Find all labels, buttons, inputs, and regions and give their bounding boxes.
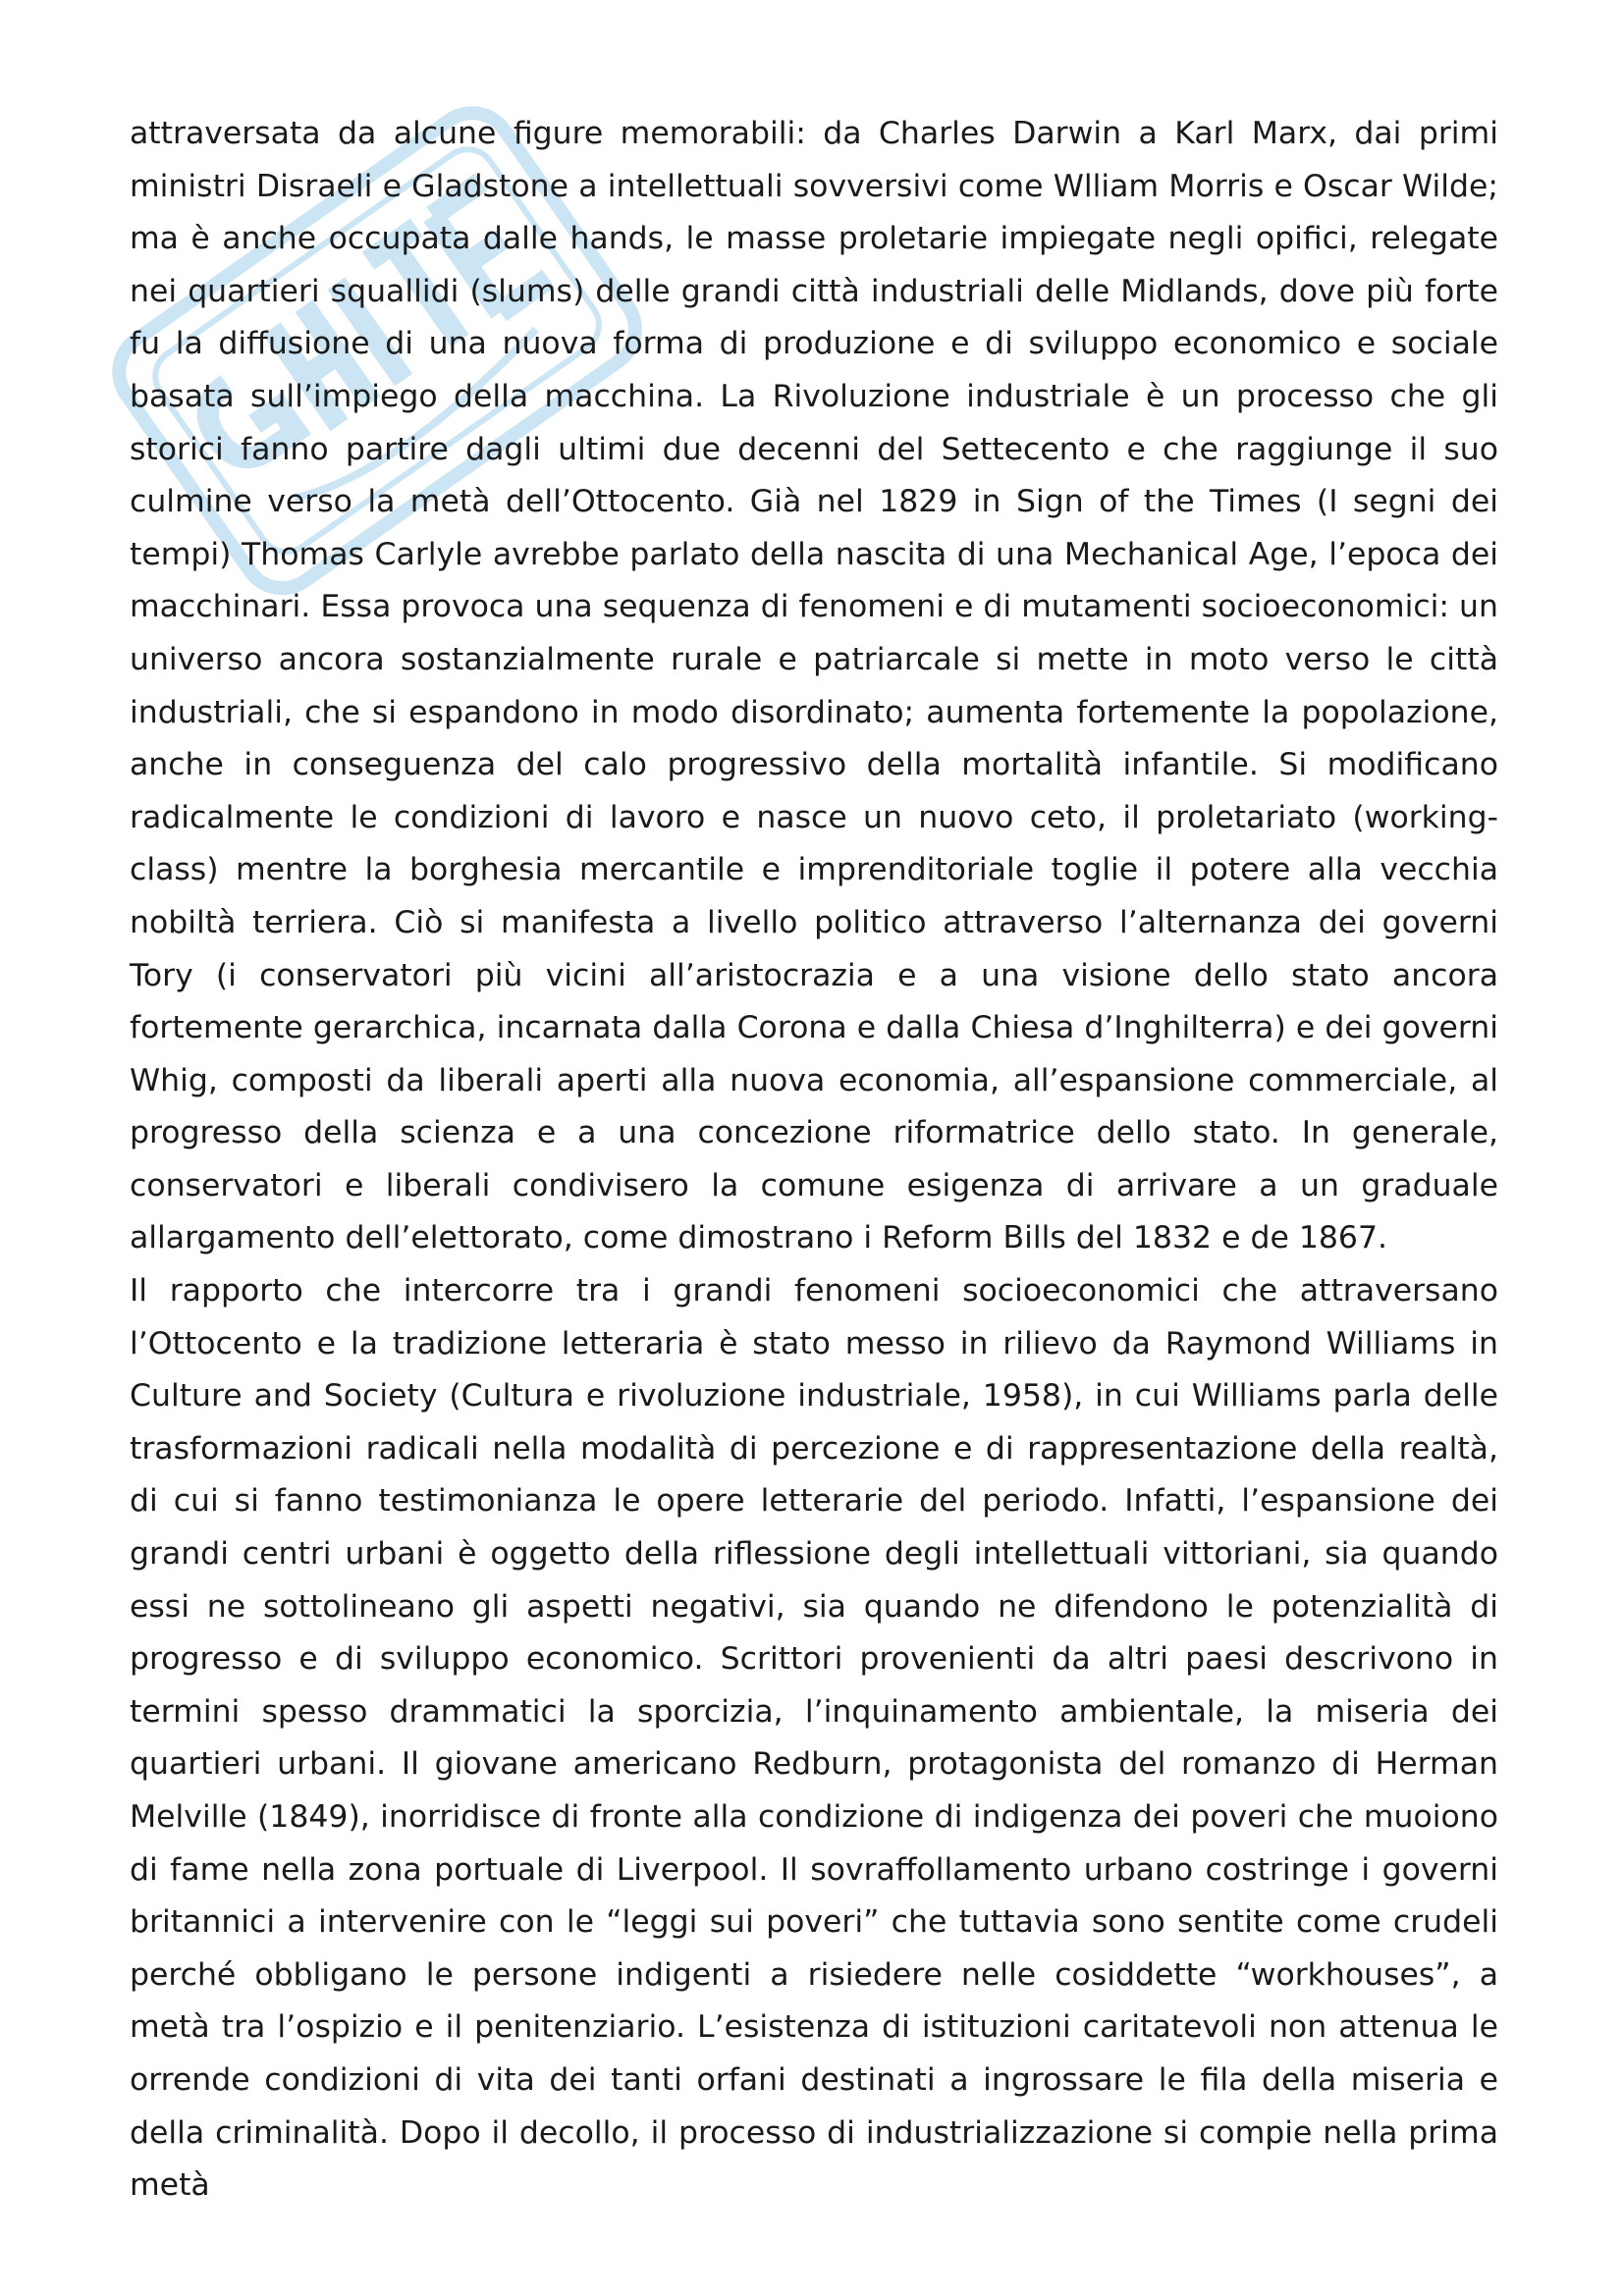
- body-text: [130, 108, 1498, 2213]
- paragraph-1: attraversata da alcune figure memorabili: da Charles Darwin a Karl Marx, dai primi ministri Disraeli e Gladstone a intellettuali sovversivi come Wlliam Morris e Oscar Wilde; ma è anche occupata dalle hands, le masse proletarie impiegate negli opifici, relegate nei quartieri squallidi (slums) delle grandi città industriali delle Midlands, dove più forte fu la diffusione di una nuova forma di produzione e di sviluppo economico e sociale basata sull’impiego della macchina. La Rivoluzione industriale è un processo che gli storici fanno partire dagli ultimi due decenni del Settecento e che raggiunge il suo culmine verso la metà dell’Ottocento. Già nel 1829 in Sign of the Times (I segni dei tempi) Thomas Carlyle avrebbe parlato della nascita di una Mechanical Age, l’epoca dei macchinari. Essa provoca una sequenza di fenomeni e di mutamenti socioeconomici: un universo ancora sostanzialmente rurale e patriarcale si mette in moto verso le città industriali, che si espandono in modo disordinato; aumenta fortemente la popolazione, anche in conseguenza del calo progressivo della mortalità infantile. Si modificano radicalmente le condizioni di lavoro e nasce un nuovo ceto, il proletariato (working-class) mentre la borghesia mercantile e imprenditoriale toglie il potere alla vecchia nobiltà terriera. Ciò si manifesta a livello politico attraverso l’alternanza dei governi Tory (i conservatori più vicini all’aristocrazia e a una visione dello stato ancora fortemente gerarchica, incarnata dalla Corona e dalla Chiesa d’Inghilterra) e dei governi Whig, composti da liberali aperti alla nuova economia, all’espansione commerciale, al progresso della scienza e a una concezione riformatrice dello stato. In generale, conservatori e liberali condivisero la comune esigenza di arrivare a un graduale allargamento dell’elettorato, come dimostrano i Reform Bills del 1832 e de 1867.: [130, 116, 1498, 1256]
- paragraph-2: Il rapporto che intercorre tra i grandi fenomeni socioeconomici che attraversano l’Ottocento e la tradizione letteraria è stato messo in rilievo da Raymond Williams in Culture and Society (Cultura e rivoluzione industriale, 1958), in cui Williams parla delle trasformazioni radicali nella modalità di percezione e di rappresentazione della realtà, di cui si fanno testimonianza le opere letterarie del periodo. Infatti, l’espansione dei grandi centri urbani è oggetto della riflessione degli intellettuali vittoriani, sia quando essi ne sottolineano gli aspetti negativi, sia quando ne difendono le potenzialità di progresso e di sviluppo economico. Scrittori provenienti da altri paesi descrivono in termini spesso drammatici la sporcizia, l’inquinamento ambientale, la miseria dei quartieri urbani. Il giovane americano Redburn, protagonista del romanzo di Herman Melville (1849), inorridisce di fronte alla condizione di indigenza dei poveri che muoiono di fame nella zona portuale di Liverpool. Il sovraffollamento urbano costringe i governi britannici a intervenire con le “leggi sui poveri” che tuttavia sono sentite come crudeli perché obbligano le persone indigenti a risiedere nelle cosiddette “workhouses”, a metà tra l’ospizio e il penitenziario. L’esistenza di istituzioni caritatevoli non attenua le orrende condizioni di vita dei tanti orfani destinati a ingrossare le fila della miseria e della criminalità. Dopo il decollo, il processo di industrializzazione si compie nella prima metà: [130, 1273, 1498, 2204]
